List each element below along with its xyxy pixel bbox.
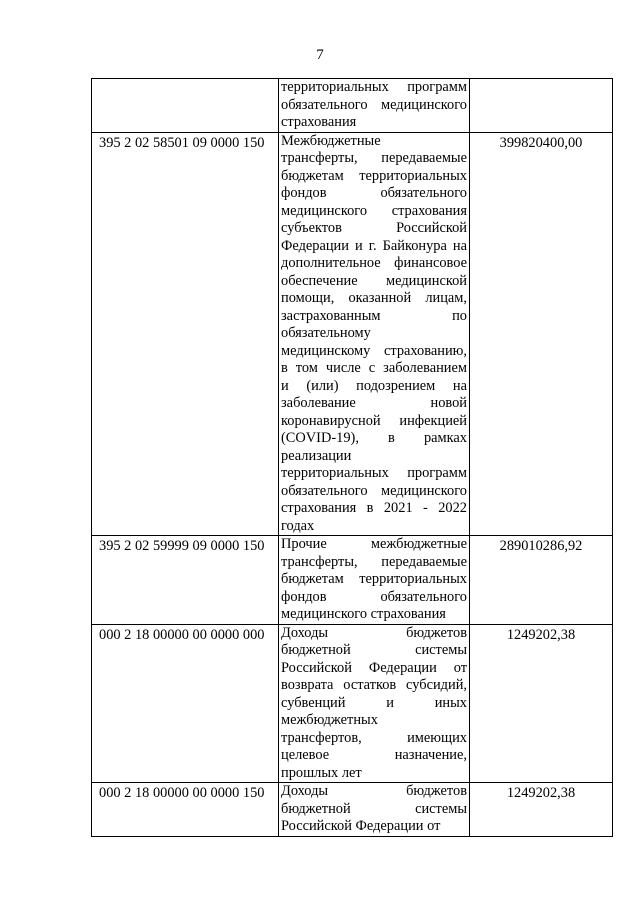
- description-line: бюджетам территориальных: [281, 167, 467, 184]
- budget-code-cell: 000 2 18 00000 00 0000 000: [92, 624, 279, 783]
- budget-table: [91, 78, 613, 837]
- description-line: трансферты, передаваемые: [281, 150, 467, 166]
- table-row: [92, 783, 613, 837]
- description-line: субвенций и иных: [281, 694, 467, 711]
- table-row: [92, 79, 613, 133]
- budget-code-cell: [92, 79, 279, 133]
- page-number: 7: [316, 47, 324, 63]
- description-line: обязательному: [281, 325, 371, 341]
- description-line: коронавирусной инфекцией: [281, 412, 467, 429]
- description-line: дополнительное финансовое: [281, 255, 467, 271]
- table-row: [92, 132, 613, 536]
- description-line: фондов обязательного: [281, 588, 467, 605]
- budget-code-cell: 000 2 18 00000 00 0000 150: [92, 783, 279, 837]
- description-line: бюджетам территориальных: [281, 571, 467, 587]
- description-line: обеспечение медицинской: [281, 272, 467, 289]
- description-line: прошлых лет: [281, 764, 362, 781]
- description-line: Российской Федерации от: [281, 659, 467, 676]
- description-line: целевое назначение,: [281, 747, 467, 763]
- description-cell: [279, 783, 470, 837]
- description-line: Межбюджетные: [281, 132, 381, 149]
- description-cell: [279, 536, 470, 625]
- description-cell: [279, 132, 470, 536]
- description-line: территориальных программ: [281, 79, 467, 95]
- description-line: (COVID-19), в рамках: [281, 430, 467, 446]
- description-line: трансфертов, имеющих: [281, 729, 467, 746]
- description-line: Федерации и г. Байконура на: [281, 237, 467, 254]
- budget-code-cell: 395 2 02 59999 09 0000 150: [92, 536, 279, 625]
- description-line: реализации: [281, 447, 352, 464]
- amount-cell: 1249202,38: [470, 783, 613, 837]
- description-line: Доходы бюджетов: [281, 783, 467, 799]
- description-line: субъектов Российской: [281, 220, 467, 236]
- description-line: территориальных программ: [281, 465, 467, 481]
- description-line: годах: [281, 517, 315, 534]
- description-line: медицинскому страхованию,: [281, 342, 467, 359]
- budget-code-cell: 395 2 02 58501 09 0000 150: [92, 132, 279, 536]
- description-line: трансферты, передаваемые: [281, 553, 467, 570]
- amount-cell: 289010286,92: [470, 536, 613, 625]
- description-line: медицинского страхования: [281, 606, 446, 622]
- description-cell: [279, 624, 470, 783]
- description-line: межбюджетных: [281, 712, 378, 728]
- description-line: заболевание новой: [281, 395, 467, 411]
- description-line: фондов обязательного: [281, 185, 467, 201]
- description-cell: [279, 79, 470, 133]
- description-line: застрахованным по: [281, 307, 467, 324]
- description-line: Прочие межбюджетные: [281, 536, 467, 552]
- amount-cell: [470, 79, 613, 133]
- description-line: и (или) подозрением на: [281, 377, 467, 394]
- description-line: обязательного медицинского: [281, 96, 467, 113]
- table-body: [92, 79, 613, 837]
- description-line: возврата остатков субсидий,: [281, 677, 467, 693]
- amount-cell: 1249202,38: [470, 624, 613, 783]
- description-line: Доходы бюджетов: [281, 624, 467, 641]
- table-row: [92, 624, 613, 783]
- description-line: помощи, оказанной лицам,: [281, 290, 467, 306]
- description-line: обязательного медицинского: [281, 482, 467, 499]
- description-line: Российской Федерации от: [281, 818, 441, 834]
- amount-cell: 399820400,00: [470, 132, 613, 536]
- description-line: страхования в 2021 - 2022: [281, 500, 467, 516]
- description-line: медицинского страхования: [281, 202, 467, 219]
- table-row: [92, 536, 613, 625]
- description-line: бюджетной системы: [281, 642, 467, 658]
- description-line: бюджетной системы: [281, 800, 467, 817]
- description-line: страхования: [281, 114, 357, 130]
- description-line: в том числе с заболеванием: [281, 360, 467, 376]
